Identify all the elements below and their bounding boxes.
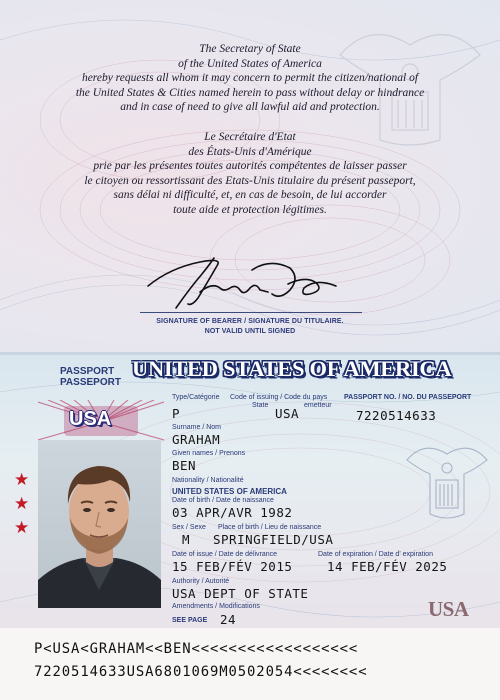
issue-date-value: 15 FEB/FÉV 2015	[172, 559, 293, 574]
passeport-label: PASSEPORT	[60, 377, 121, 388]
issuing-code-label: Code of issuing / Code du pays	[230, 394, 328, 401]
bearer-photo	[38, 440, 161, 608]
intro-english	[0, 42, 500, 115]
intro-line: toute aide et protection légitimes.	[173, 203, 327, 216]
surname-value: GRAHAM	[172, 432, 221, 447]
issuing-code-value: USA	[275, 406, 300, 421]
portrait-icon	[38, 440, 161, 608]
amendments-label: Amendments / Modifications	[172, 603, 260, 610]
issuing-code-label-emetteur: emetteur	[304, 402, 332, 409]
authority-label: Authority / Autorité	[172, 578, 230, 585]
intro-line: des États-Unis d'Amérique	[188, 145, 312, 158]
intro-line: and in case of need to give all lawful aid and protection.	[120, 101, 380, 114]
intro-line: le citoyen ou ressortissant des Etats-Unis titulaire du présent passeport,	[84, 174, 416, 187]
type-value: P	[172, 406, 181, 421]
signature-caption: SIGNATURE OF BEARER / SIGNATURE DU TITULAIRE.	[156, 318, 344, 325]
intro-line: the United States & Cities named herein to pass without delay or hindrance	[75, 86, 425, 99]
see-page-label: SEE PAGE	[172, 617, 208, 624]
star-icon: ★	[14, 518, 30, 537]
issuing-code-label-state: State	[252, 402, 269, 409]
dob-value: 03 APR/AVR 1982	[172, 505, 293, 520]
intro-line: The Secretary of State	[199, 43, 301, 55]
signature-notice: NOT VALID UNTIL SIGNED	[204, 328, 296, 335]
expiry-date-label: Date of expiration / Date d' expiration	[318, 551, 433, 558]
intro-line: hereby requests all whom it may concern to permit the citizen/national of	[81, 72, 419, 85]
intro-french	[0, 130, 500, 218]
nationality-value: UNITED STATES OF AMERICA	[172, 487, 287, 496]
passport-label: PASSPORT	[60, 366, 115, 377]
given-names-value: BEN	[172, 458, 197, 473]
usa-corner-mark: USA	[428, 597, 469, 621]
authority-value: USA DEPT OF STATE	[172, 586, 309, 601]
sex-label: Sex / Sexe	[172, 524, 206, 531]
star-icon: ★	[14, 470, 30, 489]
expiry-date-value: 14 FEB/FÉV 2025	[327, 559, 448, 574]
intro-line: of the United States of America	[178, 57, 322, 70]
dob-label: Date of birth / Date de naissance	[172, 497, 274, 504]
nationality-label: Nationality / Nationalité	[172, 477, 244, 484]
signature-line	[140, 312, 362, 313]
red-stars	[14, 468, 29, 540]
intro-line: Le Secrétaire d'Etat	[204, 131, 296, 143]
birthplace-label: Place of birth / Lieu de naissance	[218, 524, 322, 531]
intro-line: sans délai ni difficulté, et, en cas de besoin, de lui accorder	[113, 189, 387, 202]
data-page-border	[0, 352, 500, 355]
country-title: UNITED STATES OF AMERICA	[132, 356, 452, 381]
type-label: Type/Catégorie	[172, 394, 220, 401]
bearer-signature-icon	[140, 248, 370, 316]
eagle-seal-icon	[402, 440, 492, 530]
intro-line: prie par les présentes toutes autorités compétentes de laisser passer	[93, 160, 407, 173]
sex-value: M	[182, 532, 191, 547]
birthplace-value: SPRINGFIELD/USA	[213, 532, 334, 547]
star-icon: ★	[14, 494, 30, 513]
mrz-line-1: P<USA<GRAHAM<<BEN<<<<<<<<<<<<<<<<<<	[34, 641, 359, 657]
see-page-value: 24	[220, 612, 237, 627]
passport-number-label: PASSPORT NO. / NO. DU PASSEPORT	[344, 394, 472, 401]
given-names-label: Given names / Prenons	[172, 450, 246, 457]
issue-date-label: Date of issue / Date de délivrance	[172, 551, 278, 558]
passport-number-value: 7220514633	[356, 408, 437, 423]
usa-badge-text: USA	[69, 408, 112, 430]
mrz-line-2: 7220514633USA6801069M0502054<<<<<<<<	[34, 664, 368, 680]
surname-label: Surname / Nom	[172, 424, 222, 431]
